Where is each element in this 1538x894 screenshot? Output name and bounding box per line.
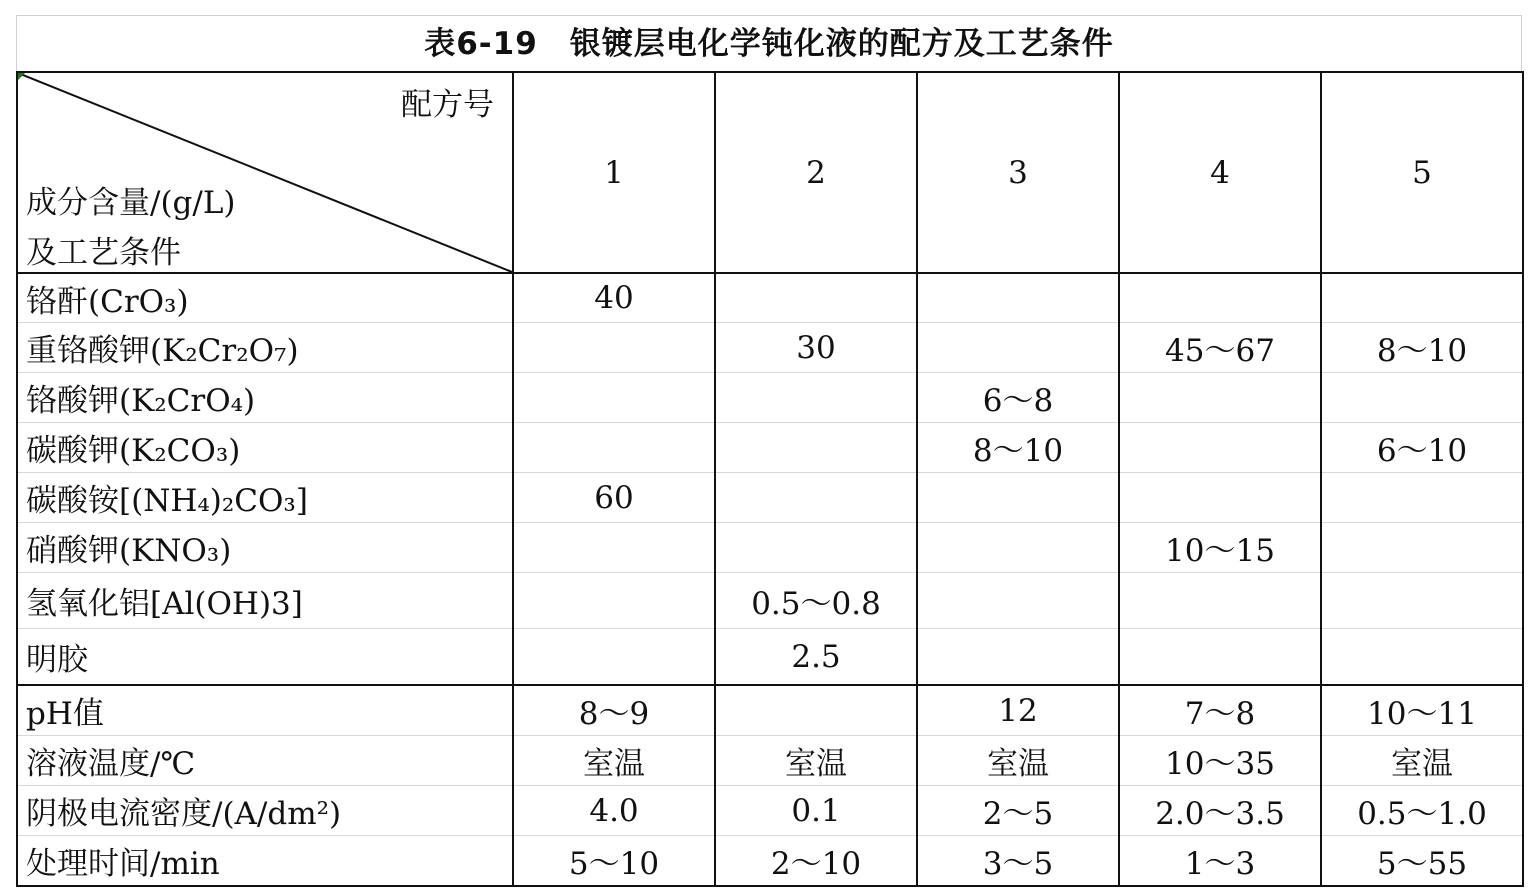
- table-row: [17, 473, 1523, 523]
- row-label[interactable]: 铬酐(CrO₃): [17, 273, 513, 323]
- table-cell[interactable]: 12: [917, 685, 1119, 736]
- row-label[interactable]: 溶液温度/℃: [17, 736, 513, 786]
- table-row: [17, 836, 1523, 887]
- table-cell[interactable]: 5～10: [513, 836, 715, 887]
- table-cell[interactable]: 5～55: [1321, 836, 1523, 887]
- row-label[interactable]: 重铬酸钾(K₂Cr₂O₇): [17, 323, 513, 373]
- header-col-1[interactable]: 1: [513, 72, 715, 273]
- table-cell[interactable]: 2.5: [715, 629, 917, 686]
- diagonal-header-cell[interactable]: [17, 72, 513, 273]
- table-cell[interactable]: 8～10: [1321, 323, 1523, 373]
- table-cell[interactable]: [917, 473, 1119, 523]
- table-row: [17, 323, 1523, 373]
- table-cell[interactable]: [1119, 629, 1321, 686]
- table-cell[interactable]: 60: [513, 473, 715, 523]
- cell-note-marker: [18, 73, 25, 80]
- table-cell[interactable]: [513, 373, 715, 423]
- table-cell[interactable]: 40: [513, 273, 715, 323]
- table-cell[interactable]: 8～9: [513, 685, 715, 736]
- header-conditions: 及工艺条件: [26, 235, 181, 271]
- table-cell[interactable]: 0.5～0.8: [715, 573, 917, 629]
- table-cell[interactable]: 3～5: [917, 836, 1119, 887]
- row-label[interactable]: 氢氧化铝[Al(OH)3]: [17, 573, 513, 629]
- table-cell[interactable]: [1321, 523, 1523, 573]
- row-label[interactable]: 碳酸钾(K₂CO₃): [17, 423, 513, 473]
- table-cell[interactable]: 0.5～1.0: [1321, 786, 1523, 836]
- row-label[interactable]: 明胶: [17, 629, 513, 686]
- spreadsheet: [16, 15, 1522, 880]
- table-cell[interactable]: [715, 523, 917, 573]
- table-cell[interactable]: [1321, 373, 1523, 423]
- table-cell[interactable]: 室温: [917, 736, 1119, 786]
- table-cell[interactable]: [715, 473, 917, 523]
- table-cell[interactable]: [513, 323, 715, 373]
- table-cell[interactable]: [1119, 423, 1321, 473]
- table-cell[interactable]: 1～3: [1119, 836, 1321, 887]
- table-cell[interactable]: [513, 523, 715, 573]
- header-col-2[interactable]: 2: [715, 72, 917, 273]
- row-label[interactable]: 铬酸钾(K₂CrO₄): [17, 373, 513, 423]
- header-formula-no: 配方号: [401, 87, 494, 123]
- table-cell[interactable]: 10～35: [1119, 736, 1321, 786]
- row-label[interactable]: 碳酸铵[(NH₄)₂CO₃]: [17, 473, 513, 523]
- header-row: [17, 72, 1523, 273]
- table-cell[interactable]: [1119, 473, 1321, 523]
- table-cell[interactable]: [1119, 373, 1321, 423]
- table-cell[interactable]: 0.1: [715, 786, 917, 836]
- table-row: [17, 573, 1523, 629]
- table-cell[interactable]: [1119, 273, 1321, 323]
- header-col-4[interactable]: 4: [1119, 72, 1321, 273]
- table-row: [17, 273, 1523, 323]
- table-cell[interactable]: 室温: [715, 736, 917, 786]
- table-cell[interactable]: [715, 423, 917, 473]
- table-title: 表6-19 银镀层电化学钝化液的配方及工艺条件: [16, 15, 1522, 71]
- table-cell[interactable]: 室温: [513, 736, 715, 786]
- table-cell[interactable]: [917, 573, 1119, 629]
- table-row: [17, 736, 1523, 786]
- table-cell[interactable]: 室温: [1321, 736, 1523, 786]
- row-label[interactable]: 处理时间/min: [17, 836, 513, 887]
- table-cell[interactable]: 4.0: [513, 786, 715, 836]
- table-cell[interactable]: 7～8: [1119, 685, 1321, 736]
- table-cell[interactable]: [715, 685, 917, 736]
- table-row: [17, 423, 1523, 473]
- table-cell[interactable]: [1321, 273, 1523, 323]
- table-cell[interactable]: [513, 629, 715, 686]
- table-cell[interactable]: 30: [715, 323, 917, 373]
- header-components: 成分含量/(g/L): [26, 185, 236, 221]
- table-cell[interactable]: [513, 573, 715, 629]
- table-row: [17, 786, 1523, 836]
- table-cell[interactable]: [1321, 629, 1523, 686]
- table-cell[interactable]: 6～8: [917, 373, 1119, 423]
- row-label[interactable]: pH值: [17, 685, 513, 736]
- table-cell[interactable]: [715, 273, 917, 323]
- formula-table: [16, 71, 1524, 887]
- table-row: [17, 523, 1523, 573]
- table-cell[interactable]: 45～67: [1119, 323, 1321, 373]
- table-cell[interactable]: [1119, 573, 1321, 629]
- table-cell[interactable]: 10～11: [1321, 685, 1523, 736]
- table-cell[interactable]: [917, 323, 1119, 373]
- table-cell[interactable]: [1321, 473, 1523, 523]
- table-row: [17, 685, 1523, 736]
- header-col-5[interactable]: 5: [1321, 72, 1523, 273]
- table-cell[interactable]: [715, 373, 917, 423]
- table-cell[interactable]: [1321, 573, 1523, 629]
- table-cell[interactable]: [513, 423, 715, 473]
- table-cell[interactable]: 8～10: [917, 423, 1119, 473]
- table-cell[interactable]: [917, 629, 1119, 686]
- row-label[interactable]: 阴极电流密度/(A/dm²): [17, 786, 513, 836]
- header-col-3[interactable]: 3: [917, 72, 1119, 273]
- table-row: [17, 373, 1523, 423]
- table-cell[interactable]: 6～10: [1321, 423, 1523, 473]
- table-cell[interactable]: 10～15: [1119, 523, 1321, 573]
- table-cell[interactable]: [917, 273, 1119, 323]
- table-cell[interactable]: [917, 523, 1119, 573]
- table-cell[interactable]: 2～10: [715, 836, 917, 887]
- table-cell[interactable]: 2～5: [917, 786, 1119, 836]
- table-cell[interactable]: 2.0～3.5: [1119, 786, 1321, 836]
- row-label[interactable]: 硝酸钾(KNO₃): [17, 523, 513, 573]
- table-row: [17, 629, 1523, 686]
